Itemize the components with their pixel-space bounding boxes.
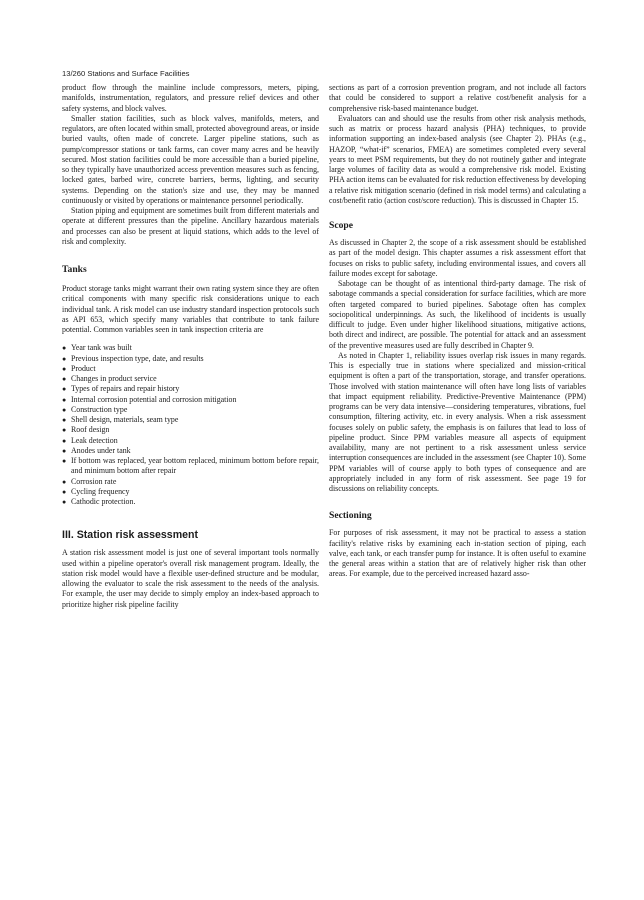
tank-variables-list (62, 343, 319, 507)
list-item: ● Anodes under tank (62, 445, 131, 455)
bullet-icon: ● (62, 446, 67, 455)
bullet-icon: ● (62, 426, 67, 435)
scope-heading: Scope (329, 220, 353, 231)
list-item: ● Changes in product service (62, 374, 157, 383)
bullet-icon: ● (62, 436, 67, 445)
paragraph-station-risk: A station risk assessment model is just one of several important tools normally used within a pipeline operator's overall risk management program. Ideally, the station risk model would have a flexible user-defined structure and be modular, allowing the evaluator to scale the risk assessment to the needs of the analysis. For example, the user may decide to simply employ an index-based approach to prioritize higher risk pipeline facility (62, 548, 319, 609)
bullet-icon: ● (62, 364, 67, 373)
paragraph-smaller-facilities: Smaller station facilities, such as block valves, manifolds, meters, and regulators, are often located within small, protected aboveground areas, or inside buried vaults, often made of concrete. Larger pipeline stations, such as pump/compressor stations or tank farms, can cover many acres and be heavily secured. Most station facilities could be more accessible than a buried pipeline, so they typically have unauthorized access prevention measures such as fencing, locked gates, barbed wire, concrete barriers, berms, lighting, and security systems. Depending on the station's size and use, they may be manned continuously or visited by operations or maintenance personnel periodically. (62, 113, 319, 205)
tanks-heading: Tanks (62, 264, 87, 275)
paragraph-sectioning: For purposes of risk assessment, it may not be practical to assess a station facility's relative risks by examining each in-station section of piping, each valve, each tank, or each transfer pump for instance. It is often useful to examine the general areas within a station that are of relatively higher risk than other areas. For example, due to the perceived increased hazard asso- (329, 528, 586, 579)
paragraph-reliability: As noted in Chapter 1, reliability issues overlap risk issues in many regards. This is especially true in stations where specialized and mission-critical equipment is often a part of the transportation, storage, and transfer operations. Those involved with station maintenance will often have long lists of variables that impact equipment reliability. Predictive-Preventive Maintenance (PPM) programs can be very data intensive—considering temperatures, vibrations, fuel consumption, filtering activity, etc. in every analysis. When a risk assessment focuses solely on public safety, the emphasis is on failures that lead to loss of pipeline product. Since PPM variables measure all aspects of equipment availability, many are not pertinent to a risk assessment unless service interruption consequences are included in the assessment (see Chapter 10). Some PPM variables will of course apply to both types of consequence and are appropriately included in any form of risk assessment. See page 19 for discussions on reliability concepts. (329, 350, 586, 493)
paragraph-evaluators: Evaluators can and should use the results from other risk analysis methods, such as matrix or process hazard analysis (PHA) techniques, to provide information supporting an index-based analysis (see Chapter 2). PHAs (e.g., HAZOP, “what-if” scenarios, FMEA) are sometimes completed every several years to meet PSM requirements, but they do not routinely gather and integrate large volumes of facility data as would a comprehensive risk model. Existing PHA action items can be evaluated for risk reduction effectiveness by developing a relative risk mitigation scenario (defined in risk model terms) and calculating a cost/benefit ratio (action cost/score reduction). This is discussed in Chapter 15. (329, 113, 586, 205)
list-item: ● Types of repairs and repair history (62, 384, 180, 394)
paragraph-scope: As discussed in Chapter 2, the scope of a risk assessment should be established as part of the model design. This chapter assumes a risk assessment effort that focuses on risks to public safety, including environmental issues, and covers all failure modes except for sabotage. (329, 238, 586, 278)
bullet-icon: ● (62, 395, 67, 404)
list-item: ● Internal corrosion potential and corrosion mitigation (62, 394, 237, 404)
list-item: ● Construction type (62, 404, 128, 414)
paragraph-station-piping: Station piping and equipment are sometimes built from different materials and operate at different pressures than the pipeline. Ancillary hazardous materials and processes can also be present at liquid stations, which adds to the level of risk and complexity. (62, 206, 319, 246)
bullet-icon: ● (62, 385, 67, 394)
paragraph-sections: sections as part of a corrosion prevention program, and not include all factors that could be considered to support a relative cost/benefit analysis for a comprehensive risk-based maintenance budget. (329, 83, 586, 113)
list-item: ● Roof design (62, 425, 110, 435)
paragraph-tanks: Product storage tanks might warrant their own rating system since they are often critical components with many specific risk considerations unique to each individual tank. A risk model can use industry standard inspection protocols such as API 653, which specify many variables that contribute to tank failure potential. Common variables seen in tank inspection criteria are (62, 284, 319, 334)
bullet-icon: ● (62, 487, 67, 496)
list-item: ● Year tank was built (62, 343, 132, 353)
list-item: ● Shell design, materials, seam type (62, 415, 179, 424)
list-item: ● Product (62, 363, 96, 373)
list-item: ● Cathodic protection. (62, 497, 136, 506)
list-item: ● Corrosion rate (62, 476, 117, 486)
bullet-icon: ● (62, 416, 67, 424)
bullet-icon: ● (62, 477, 67, 486)
sectioning-heading: Sectioning (329, 510, 372, 522)
right-column (329, 83, 586, 580)
list-item: ● Previous inspection type, date, and results (62, 353, 204, 363)
list-item: ● If bottom was replaced, year bottom replaced, minimum bottom before repair, and minimum bottom after repair (62, 456, 319, 476)
station-risk-assessment-heading: III. Station risk assessment (62, 529, 199, 542)
bullet-icon: ● (62, 405, 67, 414)
bullet-icon: ● (62, 354, 67, 363)
bullet-icon: ● (62, 344, 67, 353)
paragraph-sabotage: Sabotage can be thought of as intentional third-party damage. The risk of sabotage commands a special consideration for surface facilities, which are more often targeted compared to buried pipelines. Sabotage often has complex sociopolitical underpinnings. As such, the likelihood of incidents is usually difficult to judge. Even under higher likelihood situations, mitigative actions, both direct and indirect, are possible. The potential for attack and an assessment of the preventive measures used are fully described in Chapter 9. (329, 279, 586, 350)
running-head: 13/260 Stations and Surface Facilities (62, 69, 190, 78)
paragraph-intro: product flow through the mainline include compressors, meters, piping, manifolds, instrumentation, regulators, and pressure relief devices and other safety systems, and block valves. (62, 83, 319, 113)
left-column (62, 83, 319, 610)
list-item: ● Cycling frequency (62, 486, 130, 496)
bullet-icon: ● (62, 457, 67, 465)
bullet-icon: ● (62, 375, 67, 383)
bullet-icon: ● (62, 498, 67, 506)
list-item: ● Leak detection (62, 435, 118, 445)
